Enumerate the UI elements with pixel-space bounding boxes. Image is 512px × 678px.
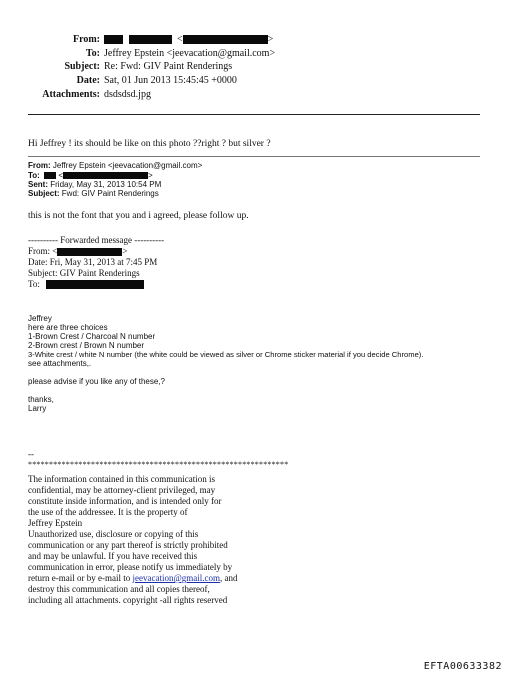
quoted-from-line	[28, 161, 202, 171]
disclaimer-line-12: including all attachments. copyright -all rights reserved	[28, 595, 228, 605]
redaction-block	[57, 248, 122, 256]
footer-dashes: --	[28, 449, 34, 459]
forwarded-to-line	[28, 279, 144, 290]
disclaimer-line-6: Unauthorized use, disclosure or copying of this	[28, 529, 199, 539]
disclaimer-line-11: destroy this communication and all copies thereof,	[28, 584, 210, 594]
quoted-body-text: this is not the font that you and i agreed, please follow up.	[28, 211, 249, 221]
disclaimer-line-10-post: , and	[219, 573, 238, 583]
quoted-subject-line	[28, 189, 159, 199]
header-to-value: Jeffrey Epstein <jeevacation@gmail.com>	[104, 48, 276, 59]
quoted-to-label: To:	[28, 171, 40, 180]
header-subject-label: Subject:	[64, 61, 100, 72]
disclaimer-line-10	[28, 573, 237, 584]
document-id: EFTA00633382	[423, 661, 502, 672]
quoted-to-line: To: < >	[28, 171, 153, 180]
redaction-block	[104, 35, 123, 44]
header-date-value: Sat, 01 Jun 2013 15:45:45 +0000	[104, 75, 237, 86]
disclaimer-line-4: the use of the addressee. It is the property of	[28, 507, 188, 517]
header-to-label: To:	[85, 48, 100, 59]
forwarded-from-label: From: <	[28, 246, 58, 256]
redaction-block	[63, 172, 148, 179]
header-from-label: From:	[72, 34, 100, 45]
disclaimer-line-8: and may be unlawful. If you have received this	[28, 551, 198, 561]
email-link[interactable]: jeevacation@gmail.com	[132, 573, 220, 583]
forwarded-from-line: From: < >	[28, 246, 128, 256]
message-signature: Larry	[28, 404, 47, 413]
redaction-block	[46, 280, 144, 289]
message-intro: here are three choices	[28, 323, 108, 332]
quoted-divider	[28, 156, 480, 157]
header-date-label: Date:	[76, 75, 100, 86]
header-subject-value: Re: Fwd: GIV Paint Renderings	[104, 61, 233, 72]
quoted-subject-value: Fwd: GIV Paint Renderings	[61, 189, 159, 198]
header-from-value: < >	[104, 34, 273, 46]
quoted-sent-value: Friday, May 31, 2013 10:54 PM	[50, 180, 162, 189]
header-attachments-label: Attachments:	[42, 89, 100, 100]
quoted-subject-label: Subject:	[28, 189, 60, 198]
disclaimer-line-2: confidential, may be attorney-client privileged, may	[28, 485, 216, 495]
quoted-from-value: Jeffrey Epstein <jeevacation@gmail.com>	[52, 161, 203, 170]
message-choice-3: 3-White crest / white N number (the white could be viewed as silver or Chrome sticker material if you decide Chrome).	[28, 350, 424, 359]
header-divider	[28, 114, 480, 115]
message-see-attachments: see attachments,.	[28, 359, 92, 368]
disclaimer-line-7: communication or any part thereof is strictly prohibited	[28, 540, 228, 550]
message-choice-2: 2-Brown crest / Brown N number	[28, 341, 145, 350]
disclaimer-line-5: Jeffrey Epstein	[28, 518, 83, 528]
redaction-block	[129, 35, 172, 44]
reply-body-text: Hi Jeffrey ! its should be like on this photo ??right ? but silver ?	[28, 139, 271, 149]
disclaimer-line-3: constitute inside information, and is intended only for	[28, 496, 222, 506]
forwarded-subject-line: Subject: GIV Paint Renderings	[28, 268, 140, 278]
message-advise: please advise if you like any of these,?	[28, 377, 165, 386]
header-attachments-value[interactable]: dsdsdsd.jpg	[104, 89, 151, 100]
disclaimer-line-9: communication in error, please notify us immediately by	[28, 562, 233, 572]
forwarded-to-label: To:	[28, 279, 40, 289]
redaction-block	[183, 35, 268, 44]
quoted-from-label: From:	[28, 161, 51, 170]
footer-stars: **************************************************************	[28, 460, 289, 469]
quoted-sent-label: Sent:	[28, 180, 48, 189]
disclaimer-line-10-pre: return e-mail or by e-mail to	[28, 573, 133, 583]
message-thanks: thanks,	[28, 395, 54, 404]
message-greeting: Jeffrey	[28, 314, 52, 323]
redaction-block	[44, 172, 56, 179]
forwarded-marker: ---------- Forwarded message ----------	[28, 235, 165, 245]
forwarded-date-line: Date: Fri, May 31, 2013 at 7:45 PM	[28, 257, 158, 267]
disclaimer-line-1: The information contained in this communication is	[28, 474, 215, 484]
message-choice-1: 1-Brown Crest / Charcoal N number	[28, 332, 156, 341]
